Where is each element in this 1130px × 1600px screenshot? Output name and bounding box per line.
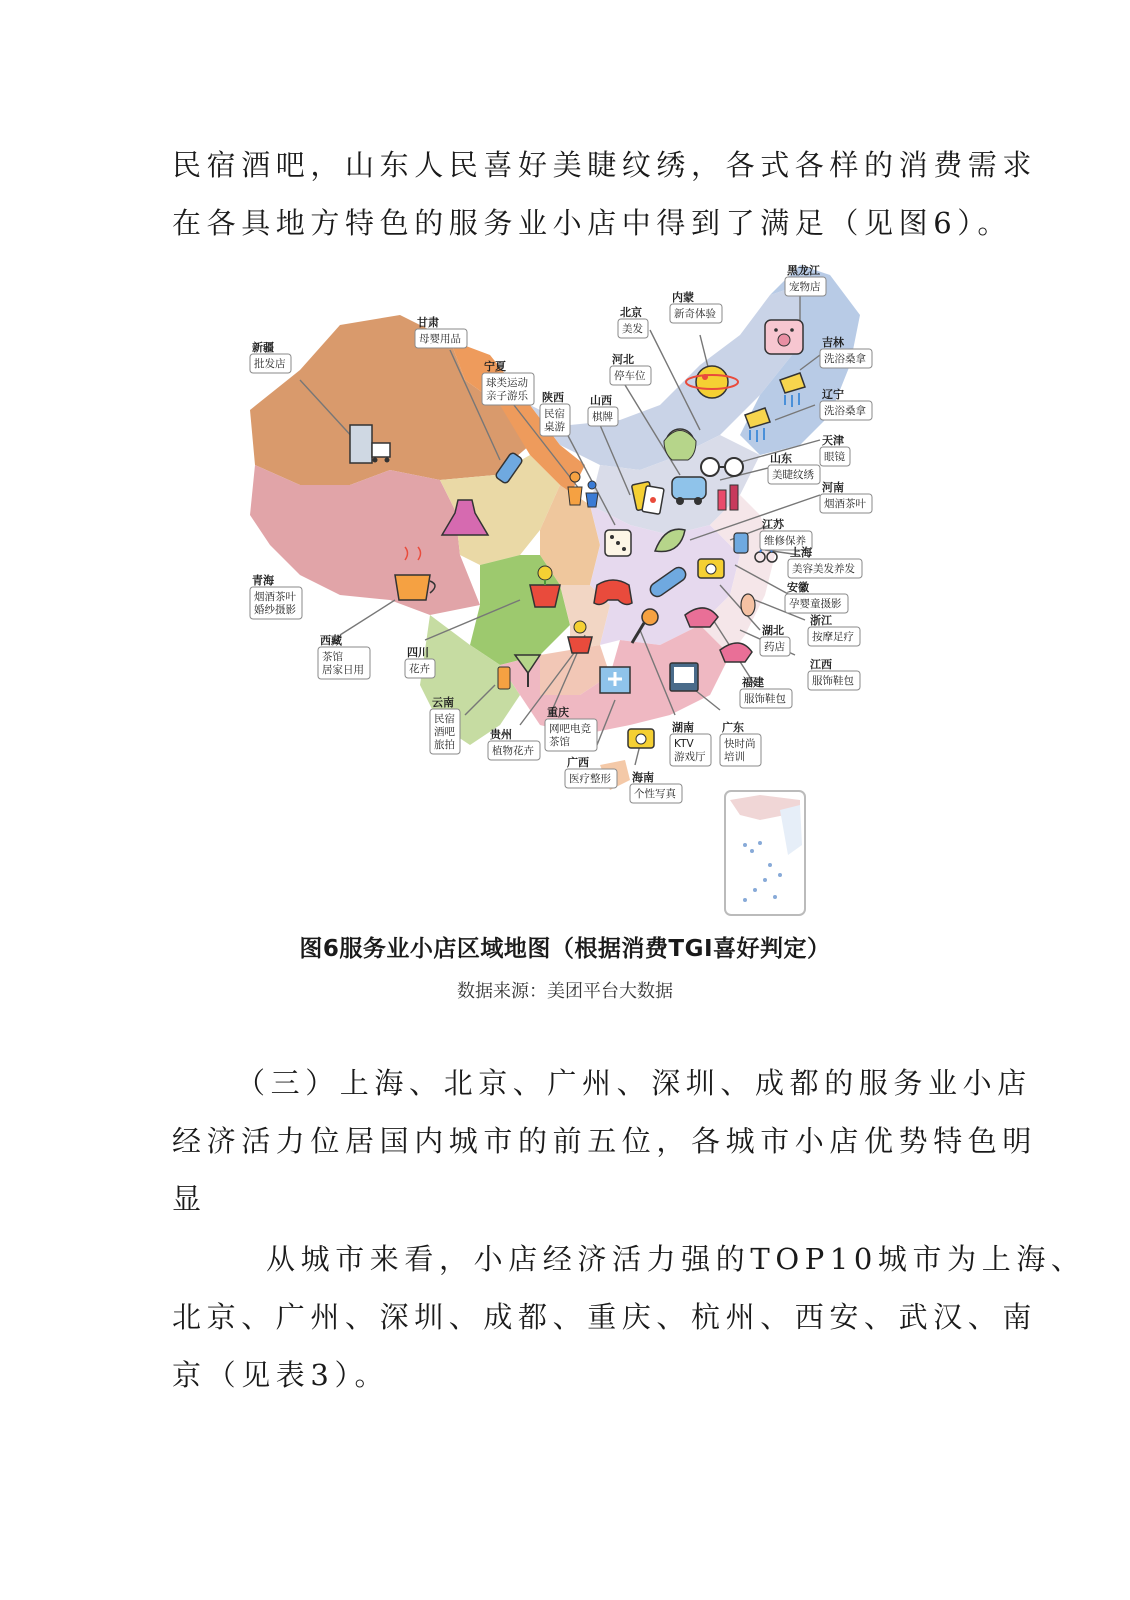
region-label — [540, 390, 570, 436]
shop-type: 孕婴童摄影 — [789, 598, 842, 610]
region-label — [808, 657, 860, 690]
province-name: 重庆 — [547, 706, 569, 719]
shop-type: 快时尚 — [724, 738, 756, 750]
section-heading-line-3: 显 — [172, 1182, 207, 1216]
province-name: 新疆 — [252, 341, 274, 354]
province-name: 陕西 — [542, 391, 564, 404]
shop-type: 亲子游乐 — [486, 390, 528, 402]
province-name: 吉林 — [822, 336, 844, 349]
region-label — [250, 573, 302, 619]
camera-icon — [628, 729, 654, 748]
hospital-icon — [600, 667, 630, 693]
shop-type: 宠物店 — [789, 281, 821, 293]
paragraph-2-line-2: 北京、广州、深圳、成都、重庆、杭州、西安、武汉、南 — [172, 1300, 1038, 1334]
shop-type: 球类运动 — [486, 377, 528, 389]
province-name: 西藏 — [320, 634, 342, 647]
region-label — [488, 727, 540, 760]
shop-type: 游戏厅 — [674, 751, 706, 763]
section-heading-line-1: （三）上海、北京、广州、深圳、成都的服务业小店 — [236, 1066, 1032, 1100]
shop-type: 居家日用 — [322, 664, 364, 676]
region-label — [808, 613, 860, 646]
shop-type: 药店 — [764, 641, 785, 653]
tools-icon — [734, 533, 748, 553]
shop-type: 茶馆 — [322, 651, 343, 663]
foot-icon — [741, 594, 755, 616]
region-label — [768, 451, 820, 484]
region-label — [565, 755, 617, 788]
province-name: 宁夏 — [484, 360, 506, 373]
shop-type: 婚纱摄影 — [254, 604, 296, 616]
shop-type: 美睫纹绣 — [772, 469, 814, 481]
shop-type: 医疗整形 — [569, 773, 611, 785]
province-name: 内蒙 — [672, 291, 694, 304]
shop-type: 停车位 — [614, 370, 646, 382]
shop-type: 花卉 — [409, 663, 430, 675]
shop-type: 个性写真 — [634, 788, 676, 800]
paragraph-2-line-1: 从城市来看，小店经济活力强的TOP10城市为上海、 — [266, 1242, 1086, 1276]
shop-type: 民宿 — [434, 713, 455, 725]
province-name: 黑龙江 — [787, 264, 820, 277]
region-label — [785, 580, 848, 613]
province-name: 天津 — [822, 434, 844, 447]
region-label — [820, 433, 850, 466]
camera-icon — [698, 559, 724, 578]
shop-type: 烟酒茶叶 — [824, 498, 866, 510]
province-name: 海南 — [632, 771, 654, 784]
shop-type: 培训 — [724, 751, 745, 763]
shop-type: 茶馆 — [549, 736, 570, 748]
province-name: 福建 — [742, 676, 764, 689]
province-name: 山西 — [590, 394, 612, 407]
province-name: 广西 — [567, 756, 589, 769]
province-name: 北京 — [620, 306, 642, 319]
shop-type: 棋牌 — [592, 411, 613, 423]
shop-type: 眼镜 — [824, 451, 845, 463]
shop-type: 植物花卉 — [492, 745, 534, 757]
shop-type: 服饰鞋包 — [812, 675, 854, 687]
region-label — [785, 263, 826, 296]
province-name: 甘肃 — [417, 316, 439, 329]
paragraph-1-line-2: 在各具地方特色的服务业小店中得到了满足（见图6）。 — [172, 206, 1012, 240]
province-name: 广东 — [722, 721, 744, 734]
shop-type: 维修保养 — [764, 535, 806, 547]
province-name: 四川 — [407, 646, 429, 659]
region-label — [250, 340, 291, 373]
province-name: 河南 — [822, 481, 844, 494]
shop-type: 母婴用品 — [419, 333, 461, 345]
shop-type: 按摩足疗 — [812, 631, 854, 643]
paragraph-2-line-3: 京（见表3）。 — [172, 1358, 390, 1392]
shop-type: 批发店 — [254, 358, 286, 370]
shop-type: 服饰鞋包 — [744, 693, 786, 705]
shop-type: 新奇体验 — [674, 308, 716, 320]
region-label — [670, 720, 711, 766]
shop-type: 洗浴桑拿 — [824, 405, 866, 417]
section-heading-line-2: 经济活力位居国内城市的前五位，各城市小店优势特色明 — [172, 1124, 1038, 1158]
region-label — [720, 720, 761, 766]
region-label — [670, 290, 722, 323]
shop-type: 民宿 — [544, 408, 565, 420]
south-china-sea-inset — [725, 791, 805, 915]
shop-type: KTV — [674, 738, 694, 750]
region-label — [740, 675, 792, 708]
region-label — [820, 387, 872, 420]
shop-type: 旅拍 — [434, 739, 455, 751]
province-name: 贵州 — [490, 728, 512, 741]
paragraph-1-line-1: 民宿酒吧，山东人民喜好美睫纹绣，各式各样的消费需求 — [172, 148, 1038, 182]
china-region-map — [240, 255, 880, 920]
region-label — [760, 623, 790, 656]
province-name: 辽宁 — [822, 388, 844, 401]
province-name: 山东 — [770, 452, 792, 465]
region-label — [618, 305, 648, 338]
province-name: 湖南 — [672, 721, 694, 734]
shop-type: 洗浴桑拿 — [824, 353, 866, 365]
hair-icon — [664, 429, 696, 460]
province-name: 云南 — [432, 696, 454, 709]
dice-icon — [605, 530, 631, 556]
region-label — [820, 480, 872, 513]
province-name: 湖北 — [762, 624, 784, 637]
pig-icon — [765, 320, 803, 354]
region-label — [588, 393, 618, 426]
shop-type: 酒吧 — [434, 726, 455, 738]
shop-type: 烟酒茶叶 — [254, 591, 296, 603]
region-label — [482, 359, 534, 405]
province-name: 上海 — [790, 546, 812, 559]
figure-source: 数据来源：美团平台大数据 — [457, 981, 673, 1002]
shop-type: 美发 — [622, 323, 643, 335]
region-label — [318, 633, 370, 679]
province-name: 浙江 — [810, 614, 832, 627]
province-name: 青海 — [252, 574, 274, 587]
region-label — [788, 545, 862, 578]
province-name: 江西 — [810, 658, 832, 671]
region-label — [415, 315, 467, 348]
province-name: 河北 — [612, 353, 634, 366]
book-icon — [670, 663, 698, 691]
province-name: 江苏 — [762, 518, 784, 531]
shop-type: 桌游 — [544, 421, 565, 433]
region-label — [610, 352, 651, 385]
province-name: 安徽 — [787, 581, 809, 594]
shop-type: 网吧电竞 — [549, 723, 591, 735]
shop-type: 美容美发养发 — [792, 563, 855, 575]
figure-caption: 图6服务业小店区域地图（根据消费TGI喜好判定） — [299, 936, 831, 962]
region-label — [630, 770, 682, 803]
